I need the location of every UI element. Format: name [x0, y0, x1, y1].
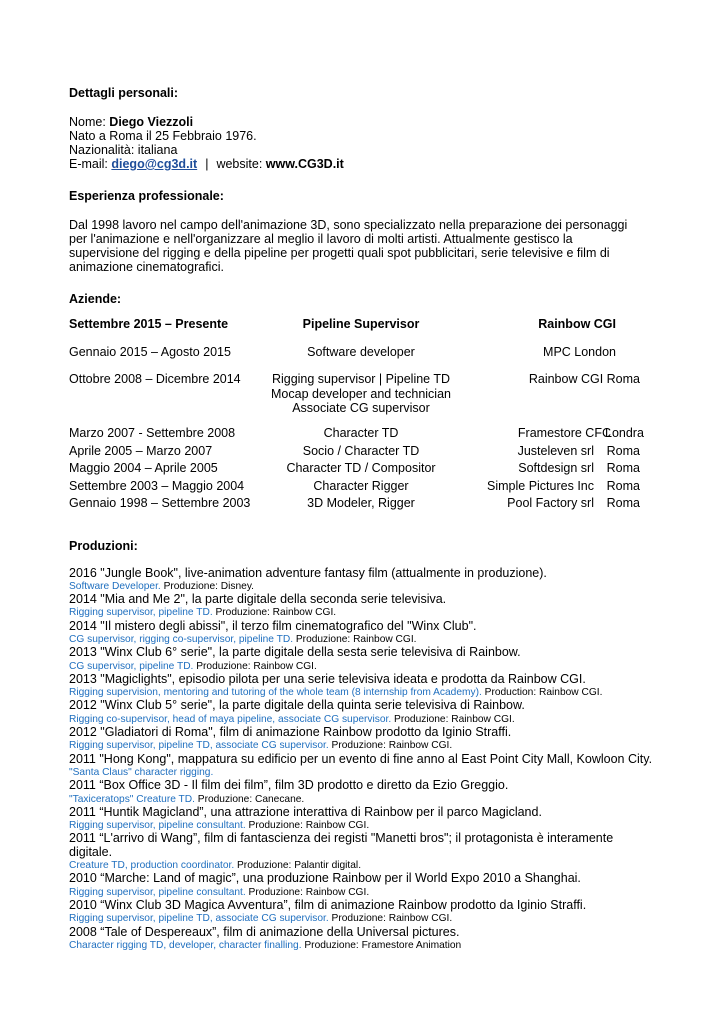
- production-item: [69, 646, 659, 673]
- productions-list: [69, 567, 659, 953]
- production-title: 2016 "Jungle Book", live-animation adventure fantasy film (attualmente in produzione).: [69, 565, 547, 580]
- production-item: [69, 899, 659, 926]
- production-credit: Rigging supervisor, pipeline TD. Produzione: Rainbow CGI.: [69, 607, 337, 619]
- production-title: 2013 "Magiclights", episodio pilota per una serie televisiva ideata e prodotta da Rainbow CGI.: [69, 671, 586, 686]
- company-row: Aprile 2005 – Marzo 2007 Socio / Character TD Justeleven srl Roma: [69, 443, 640, 458]
- production-credit: CG supervisor, pipeline TD. Produzione: Rainbow CGI.: [69, 660, 317, 672]
- production-credit: Character rigging TD, developer, character finalling. Produzione: Framestore Animation: [69, 939, 462, 951]
- email-link[interactable]: diego@cg3d.it: [111, 157, 198, 171]
- production-title: 2010 “Marche: Land of magic”, una produzione Rainbow per il World Expo 2010 a Shanghai.: [69, 871, 581, 886]
- production-item: [69, 620, 659, 647]
- production-credit: Software Developer. Produzione: Disney.: [69, 580, 254, 592]
- production-credit: "Taxiceratops" Creature TD. Produzione: Canecane.: [69, 793, 305, 805]
- production-title: 2011 “Huntik Magicland”, una attrazione interattiva di Rainbow per il parco Magicland.: [69, 804, 542, 819]
- production-title: 2013 "Winx Club 6° serie", la parte digitale della sesta serie televisiva di Rainbow.: [69, 645, 521, 660]
- company-row: Marzo 2007 - Settembre 2008 Character TD Framestore CFC Londra: [69, 426, 644, 440]
- production-item: [69, 753, 659, 780]
- contact-separator: |: [205, 157, 209, 171]
- company-row: Settembre 2015 – Presente Pipeline Supervisor Rainbow CGI: [69, 317, 616, 331]
- production-item: [69, 926, 659, 953]
- production-credit: CG supervisor, rigging co-supervisor, pipeline TD. Produzione: Rainbow CGI.: [69, 633, 417, 645]
- production-credit: Creature TD, production coordinator. Produzione: Palantir digital.: [69, 860, 362, 872]
- production-credit: Rigging supervisor, pipeline consultant. Produzione: Rainbow CGI.: [69, 820, 370, 832]
- production-item: [69, 779, 659, 806]
- production-title: 2012 "Winx Club 5° serie", la parte digitale della quinta serie televisiva di Rainbow.: [69, 698, 525, 713]
- production-title: 2014 "Mia and Me 2", la parte digitale della seconda serie televisiva.: [69, 592, 447, 607]
- production-title: 2008 “Tale of Despereaux”, film di animazione della Universal pictures.: [69, 924, 460, 939]
- companies-heading: Aziende:: [69, 292, 122, 306]
- production-item: [69, 806, 659, 833]
- productions-heading: Produzioni:: [69, 538, 138, 553]
- website-link[interactable]: www.CG3D.it: [265, 157, 344, 171]
- production-credit: Rigging supervision, mentoring and tutoring of the whole team (8 internship from Academy). Production: Rainbow CGI.: [69, 687, 603, 699]
- company-row: Maggio 2004 – Aprile 2005 Character TD / Compositor Softdesign srl Roma: [69, 461, 640, 475]
- experience-heading: Esperienza professionale:: [69, 189, 224, 203]
- production-credit: Rigging supervisor, pipeline TD, associate CG supervisor. Produzione: Rainbow CGI.: [69, 740, 453, 752]
- personal-heading: Dettagli personali:: [69, 86, 179, 100]
- experience-text: Dal 1998 lavoro nel campo dell'animazione 3D, sono specializzato nella preparazione dei personaggi per l'animazione e nell'organizzare al meglio il lavoro di molti artisti. Attualmente gestisco la supervisione del rigging e della pipeline per progetti quali spot pubblicitari, serie televisive e film di animazione cinematografici.: [69, 218, 628, 274]
- name-line: Nome: Diego Viezzoli: [69, 115, 194, 129]
- production-item: [69, 673, 659, 700]
- nationality-line: Nazionalità: italiana: [69, 143, 178, 157]
- company-row: Settembre 2003 – Maggio 2004 Character Rigger Simple Pictures Inc Roma: [69, 478, 640, 493]
- company-row: Ottobre 2008 – Dicembre 2014 Rigging supervisor | Pipeline TD Mocap developer and technician Associate CG supervisor Rainbow CGI Roma: [69, 372, 640, 415]
- production-title: 2012 "Gladiatori di Roma", film di animazione Rainbow prodotto da Iginio Straffi.: [69, 725, 512, 740]
- contact-line: E-mail: diego@cg3d.it | website: www.CG3D.it: [69, 157, 344, 171]
- production-item: [69, 872, 659, 899]
- production-title: 2014 "Il mistero degli abissi", il terzo film cinematografico del "Winx Club".: [69, 618, 477, 633]
- production-credit: "Santa Claus" character rigging.: [69, 766, 214, 778]
- production-credit: Rigging supervisor, pipeline TD, associate CG supervisor. Produzione: Rainbow CGI.: [69, 913, 453, 925]
- production-credit: Rigging supervisor, pipeline consultant. Produzione: Rainbow CGI.: [69, 886, 370, 898]
- production-item: [69, 567, 659, 594]
- production-credit: Rigging co-supervisor, head of maya pipeline, associate CG supervisor. Produzione: Rainbow CGI.: [69, 713, 515, 725]
- production-item: [69, 726, 659, 753]
- production-item: [69, 832, 659, 872]
- production-title: 2011 "Hong Kong", mappatura su edificio per un evento di fine anno al East Point City Mall, Kowloon City.: [69, 751, 653, 766]
- company-row: Gennaio 2015 – Agosto 2015 Software developer MPC London: [69, 344, 616, 359]
- production-item: [69, 699, 659, 726]
- cv-page: [69, 86, 659, 952]
- production-title: 2010 “Winx Club 3D Magica Avventura”, film di animazione Rainbow prodotto da Iginio Straffi.: [69, 897, 587, 912]
- company-row: Gennaio 1998 – Settembre 2003 3D Modeler, Rigger Pool Factory srl Roma: [69, 496, 640, 510]
- person-name: Diego Viezzoli: [109, 115, 194, 129]
- birth-line: Nato a Roma il 25 Febbraio 1976.: [69, 129, 257, 143]
- production-title: 2011 “Box Office 3D - Il film dei film”, film 3D prodotto e diretto da Ezio Greggio.: [69, 778, 509, 793]
- production-item: [69, 593, 659, 620]
- production-title: 2011 “L'arrivo di Wang”, film di fantascienza dei registi "Manetti bros"; il protagonista è interamente digitale.: [69, 831, 614, 859]
